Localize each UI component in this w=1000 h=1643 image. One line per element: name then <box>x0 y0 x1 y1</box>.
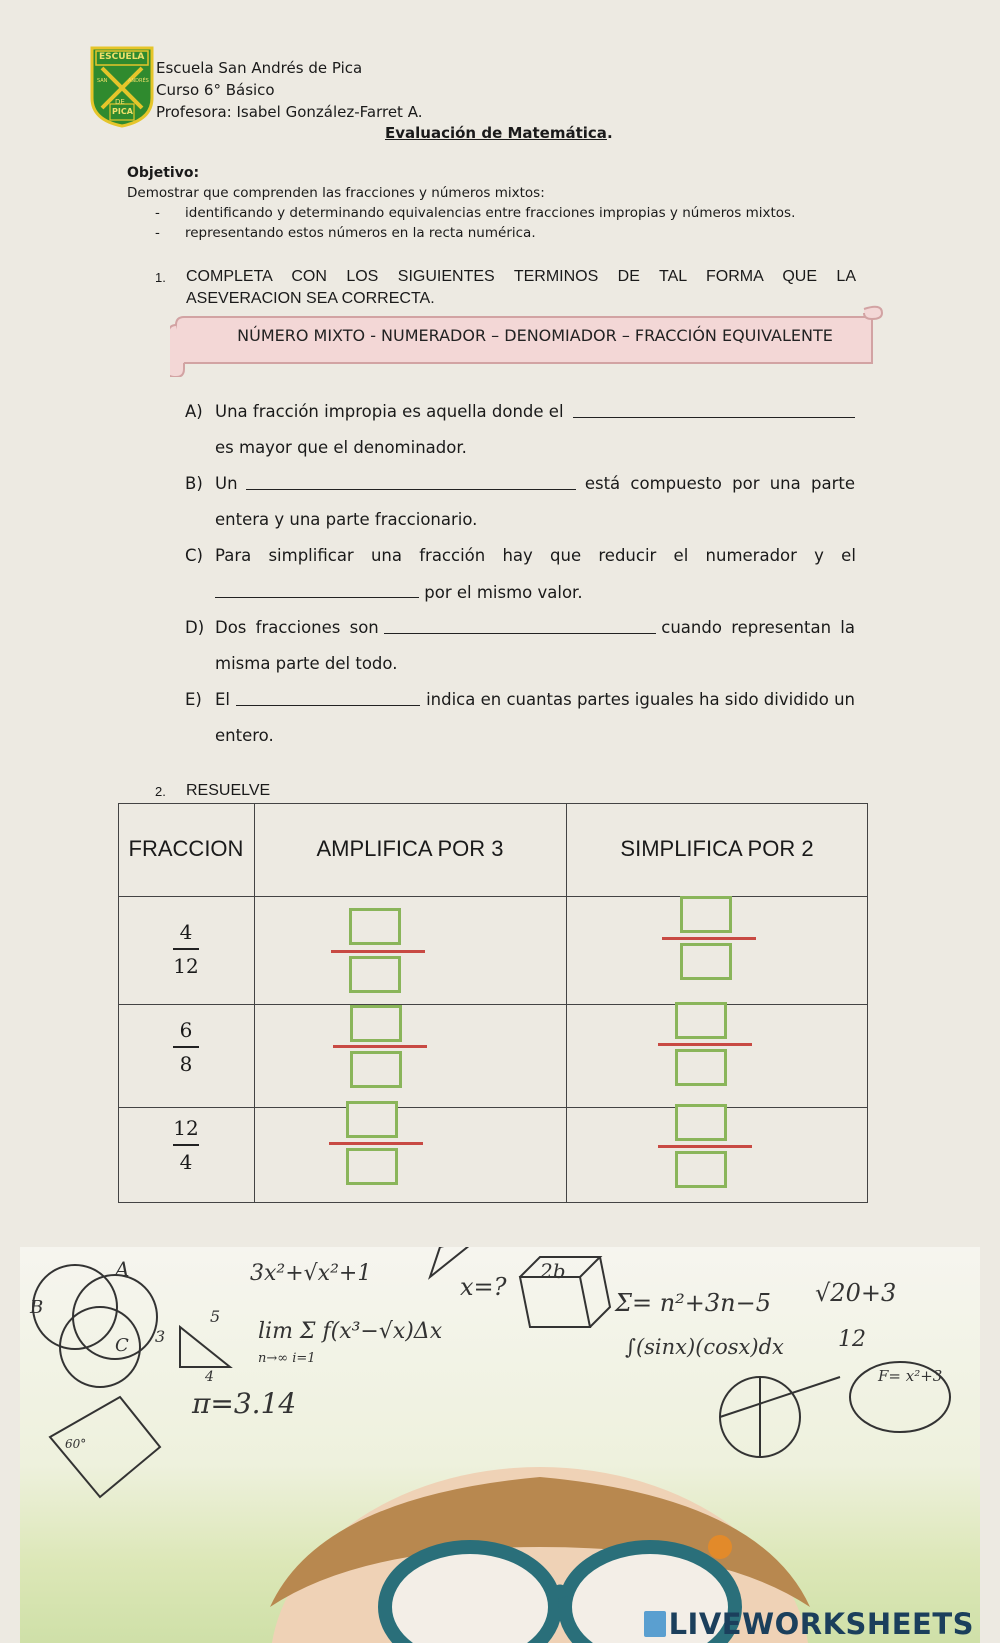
logo-text-1: ESCUELA <box>99 52 145 62</box>
table-divider <box>118 1004 868 1005</box>
formula: 3 <box>155 1327 166 1346</box>
denominator-answer-box[interactable] <box>675 1049 727 1086</box>
fraction <box>156 1018 216 1076</box>
school-logo <box>90 46 154 128</box>
statement-text: Para simplificar una fracción hay que reducir el numerador y el <box>215 546 856 565</box>
header-simplifica: SIMPLIFICA POR 2 <box>620 836 814 861</box>
answer-blank[interactable] <box>246 472 576 490</box>
statement-text: está compuesto por una parte <box>584 474 855 493</box>
glasses-bridge <box>555 1590 565 1598</box>
statement-c-cont <box>215 580 583 605</box>
denominator-answer-box[interactable] <box>346 1148 398 1185</box>
statement-c <box>185 544 855 568</box>
statement-label: A) <box>185 402 203 421</box>
objective-text: Demostrar que comprenden las fracciones y números mixtos: <box>127 185 545 201</box>
table-divider <box>566 803 567 1203</box>
triangle-doodle <box>180 1327 230 1367</box>
fraction-bar <box>333 1045 427 1048</box>
watermark-text: LIVEWORKSHEETS <box>668 1607 974 1641</box>
header-amplifica: AMPLIFICA POR 3 <box>316 836 504 861</box>
statement-d <box>185 616 855 640</box>
liveworksheets-logo-icon <box>644 1611 666 1637</box>
math-illustration <box>20 1247 980 1643</box>
school-name: Escuela San Andrés de Pica <box>156 59 363 77</box>
statement-text: Dos fracciones son <box>215 618 379 637</box>
denominator-answer-box[interactable] <box>680 943 732 980</box>
statement-a-cont: es mayor que el denominador. <box>215 438 467 457</box>
objective-heading: Objetivo: <box>127 165 200 181</box>
page-title <box>385 124 613 142</box>
formula: ∫(sinx)(cosx)dx <box>625 1335 784 1359</box>
fraction-bar <box>331 950 425 953</box>
course-name: Curso 6° Básico <box>156 81 275 99</box>
statement-e-cont: entero. <box>215 726 274 745</box>
logo-text-3: ANDRÉS <box>128 78 149 84</box>
denominator-answer-box[interactable] <box>349 956 401 993</box>
fraction-bar <box>658 1145 752 1148</box>
fraction-denominator: 12 <box>173 953 199 978</box>
fraction-bar <box>662 937 756 940</box>
formula: 3x²+√x²+1 <box>250 1261 372 1286</box>
table-divider <box>254 803 255 1203</box>
logo-text-2: SAN <box>97 78 108 84</box>
question-1-line-1: COMPLETA CON LOS SIGUIENTES TERMINOS DE TAL FORMA QUE LA <box>186 268 856 285</box>
question-1-number: 1. <box>155 270 166 285</box>
formula: A <box>115 1257 130 1281</box>
hair-tie <box>708 1535 732 1559</box>
answer-blank[interactable] <box>573 400 855 418</box>
formula: √20+3 <box>815 1279 897 1307</box>
formula: π=3.14 <box>192 1387 297 1420</box>
fraction-denominator: 4 <box>179 1149 193 1174</box>
formula: 2b <box>540 1259 566 1283</box>
fractions-table <box>118 803 868 1203</box>
objective-bullet-text: identificando y determinando equivalencias entre fracciones impropias y números mixtos. <box>185 205 796 221</box>
answer-blank[interactable] <box>215 580 419 598</box>
formula: B <box>30 1297 44 1318</box>
formula: n→∞ i=1 <box>258 1351 316 1366</box>
formula: 12 <box>838 1327 866 1352</box>
statement-label: B) <box>185 474 203 493</box>
formula: x=? <box>460 1273 507 1301</box>
title-text: Evaluación de Matemática <box>385 124 607 142</box>
logo-text-4: DE <box>115 98 125 106</box>
statement-e <box>185 688 855 712</box>
question-2-number: 2. <box>155 784 166 799</box>
fraction-bar <box>329 1142 423 1145</box>
liveworksheets-watermark <box>644 1607 974 1641</box>
fraction-denominator: 8 <box>179 1051 193 1076</box>
statement-text: por el mismo valor. <box>424 583 583 602</box>
statement-b <box>185 472 855 496</box>
table-divider <box>118 1107 868 1108</box>
formula: 4 <box>205 1369 214 1385</box>
formula: 60° <box>65 1437 87 1451</box>
denominator-answer-box[interactable] <box>675 1151 727 1188</box>
numerator-answer-box[interactable] <box>675 1104 727 1141</box>
numerator-answer-box[interactable] <box>349 908 401 945</box>
formula: Σ= n²+3n−5 <box>615 1289 771 1317</box>
numerator-answer-box[interactable] <box>680 896 732 933</box>
question-2-title: RESUELVE <box>186 782 271 799</box>
fraction <box>156 1116 216 1174</box>
statement-text: cuando representan la <box>661 618 855 637</box>
header-fraccion: FRACCION <box>128 836 244 861</box>
statement-text: indica en cuantas partes iguales ha sido dividido un <box>426 690 855 709</box>
statement-d-cont: misma parte del todo. <box>215 654 398 673</box>
denominator-answer-box[interactable] <box>350 1051 402 1088</box>
formula: lim Σ f(x³−√x)Δx <box>258 1319 443 1344</box>
numerator-answer-box[interactable] <box>346 1101 398 1138</box>
numerator-answer-box[interactable] <box>350 1005 402 1042</box>
objective-bullet-text: representando estos números en la recta numérica. <box>185 225 536 241</box>
table-divider <box>118 896 868 897</box>
glasses-lens <box>385 1547 555 1643</box>
title-period: . <box>606 124 613 142</box>
statement-label: C) <box>185 546 203 565</box>
answer-blank[interactable] <box>384 616 656 634</box>
statement-text: Una fracción impropia es aquella donde el <box>215 402 564 421</box>
statement-b-cont: entera y una parte fraccionario. <box>215 510 478 529</box>
statement-label: D) <box>185 618 205 637</box>
statement-a <box>185 400 855 424</box>
teacher-name: Profesora: Isabel González-Farret A. <box>156 103 423 121</box>
fraction-numerator: 6 <box>179 1018 193 1042</box>
fraction-numerator: 12 <box>173 1116 199 1140</box>
formula: F= x²+3 <box>878 1367 943 1385</box>
question-1-line-2: ASEVERACION SEA CORRECTA. <box>186 290 435 307</box>
numerator-answer-box[interactable] <box>675 1002 727 1039</box>
word-bank: NÚMERO MIXTO - NUMERADOR – DENOMIADOR – FRACCIÓN EQUIVALENTE <box>237 326 833 345</box>
formula: C <box>115 1335 129 1356</box>
fraction-numerator: 4 <box>179 920 193 944</box>
statement-label: E) <box>185 690 202 709</box>
statement-text: Un <box>215 474 238 493</box>
fraction-bar <box>658 1043 752 1046</box>
fraction <box>156 920 216 978</box>
answer-blank[interactable] <box>236 688 420 706</box>
logo-text-5: PICA <box>112 107 133 116</box>
formula: 5 <box>210 1307 221 1326</box>
statement-text: El <box>215 690 231 709</box>
